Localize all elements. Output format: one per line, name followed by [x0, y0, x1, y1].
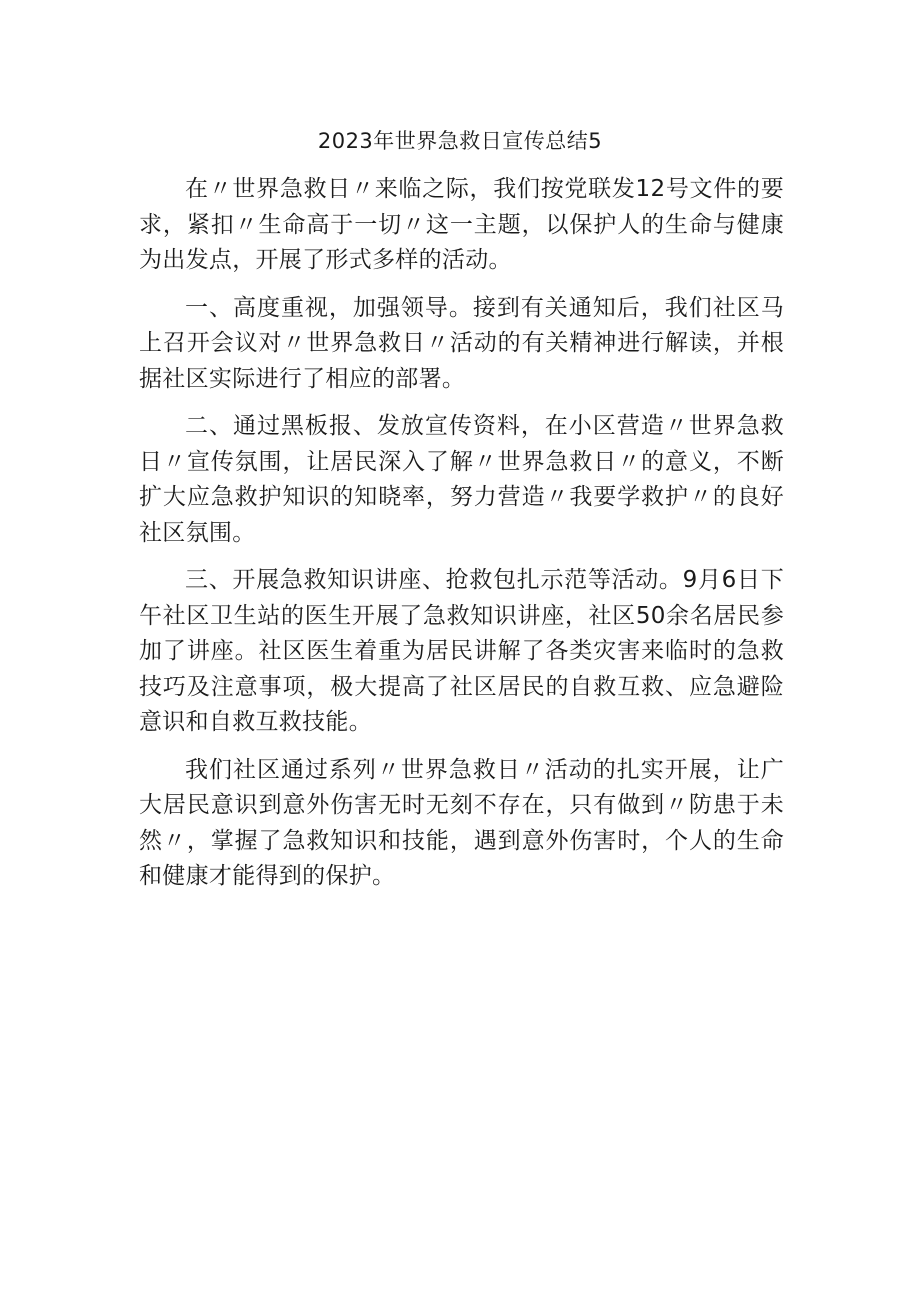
- paragraph-section-3: 三、开展急救知识讲座、抢救包扎示范等活动。9月6日下午社区卫生站的医生开展了急救知识讲座，社区50余名居民参加了讲座。社区医生着重为居民讲解了各类灾害来临时的急救技巧及注意事项，极大提高了社区居民的自救互救、应急避险意识和自救互救技能。: [139, 567, 784, 735]
- paragraph-section-1: 一、高度重视，加强领导。接到有关通知后，我们社区马上召开会议对〃世界急救日〃活动的有关精神进行解读，并根据社区实际进行了相应的部署。: [139, 294, 784, 392]
- document-title: 2023年世界急救日宣传总结5: [317, 129, 603, 153]
- document-body: [139, 172, 784, 907]
- paragraph-intro: 在〃世界急救日〃来临之际，我们按党联发12号文件的要求，紧扣〃生命高于一切〃这一主题，以保护人的生命与健康为出发点，开展了形式多样的活动。: [139, 176, 784, 273]
- paragraph-section-2: 二、通过黑板报、发放宣传资料，在小区营造〃世界急救日〃宣传氛围，让居民深入了解〃世界急救日〃的意义，不断扩大应急救护知识的知晓率，努力营造〃我要学救护〃的良好社区氛围。: [139, 413, 784, 546]
- paragraph-conclusion: 我们社区通过系列〃世界急救日〃活动的扎实开展，让广大居民意识到意外伤害无时无刻不存在，只有做到〃防患于未然〃，掌握了急救知识和技能，遇到意外伤害时，个人的生命和健康才能得到的保护。: [139, 756, 784, 889]
